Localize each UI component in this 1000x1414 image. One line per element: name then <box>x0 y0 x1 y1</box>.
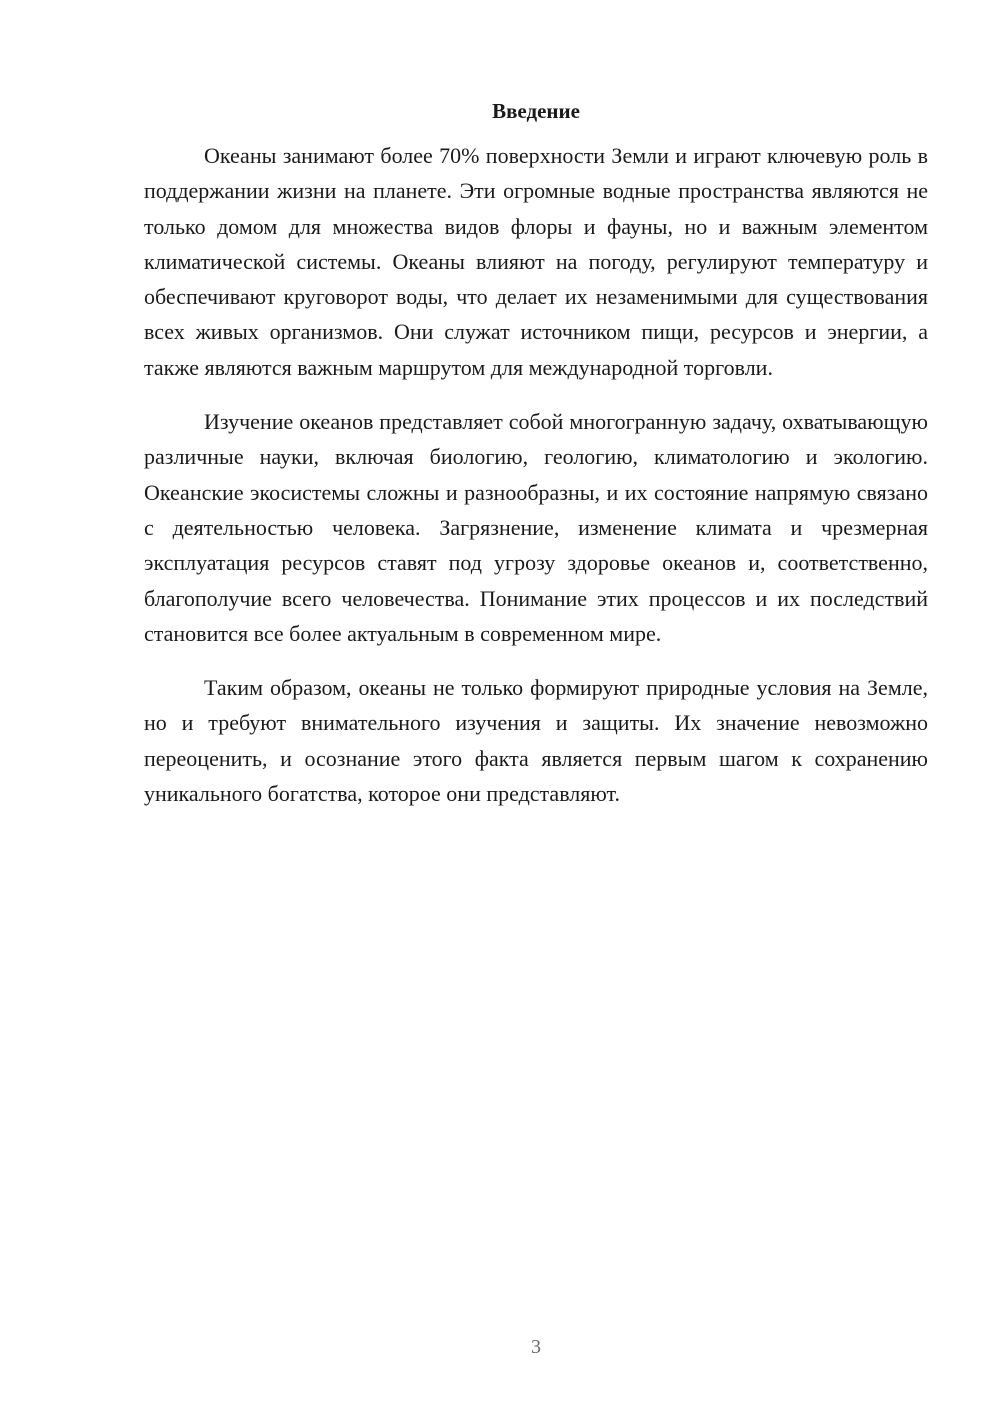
paragraph-3: Таким образом, океаны не только формируют природные условия на Земле, но и требуют внимательного изучения и защиты. Их значение невозможно переоценить, и осознание этого факта является первым шагом к сохранению уникального богатства, которое они представляют. <box>144 675 928 807</box>
page-number: 3 <box>531 1336 541 1358</box>
paragraph-1: Океаны занимают более 70% поверхности Земли и играют ключевую роль в поддержании жизни на планете. Эти огромные водные пространства являются не только домом для множества видов флоры и фауны, но и важным элементом климатической системы. Океаны влияют на погоду, регулируют температуру и обеспечивают круговорот воды, что делает их незаменимыми для существования всех живых организмов. Они служат источником пищи, ресурсов и энергии, а также являются важным маршрутом для международной торговли. <box>144 143 928 380</box>
page-content <box>144 96 928 811</box>
paragraph-2: Изучение океанов представляет собой многогранную задачу, охватывающую различные науки, включая биологию, геологию, климатологию и экологию. Океанские экосистемы сложны и разнообразны, и их состояние напрямую связано с деятельностью человека. Загрязнение, изменение климата и чрезмерная эксплуатация ресурсов ставят под угрозу здоровье океанов и, соответственно, благополучие всего человечества. Понимание этих процессов и их последствий становится все более актуальным в современном мире. <box>144 409 928 646</box>
section-heading: Введение <box>492 99 580 123</box>
